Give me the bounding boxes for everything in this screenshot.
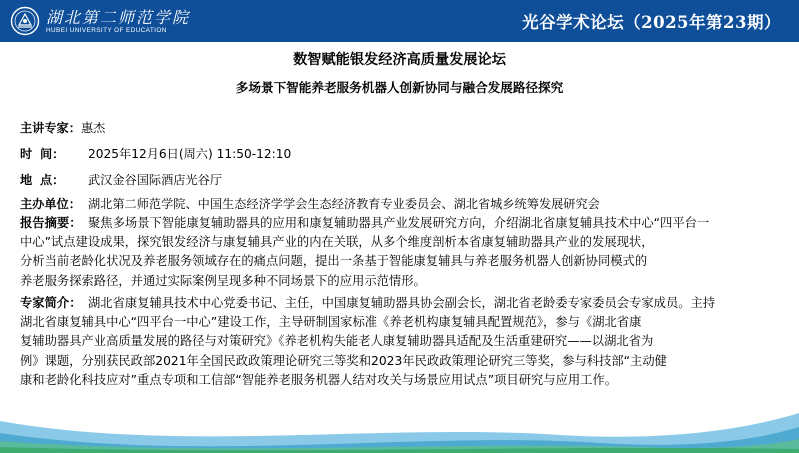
- abstract-line: 聚焦多场景下智能康复辅助器具的应用和康复辅助器具产业发展研究方向，介绍湖北省康复辅具技术中心“四平台一: [88, 216, 710, 230]
- abstract-label: 报告摘要：: [20, 216, 82, 230]
- bio-line: 例》课题，分别获民政部2021年全国民政政策理论研究三等奖和2023年民政政策理论研究三等奖，参与科技部“主动健: [20, 353, 667, 368]
- logo-english-name: HUBEI UNIVERSITY OF EDUCATION: [46, 26, 167, 34]
- sub-title: 多场景下智能养老服务机器人创新协同与融合发展路径探究: [235, 80, 564, 95]
- time-value: 2025年12月6日(周六) 11:50-12:10: [88, 147, 292, 161]
- host-value: 湖北第二师范学院、中国生态经济学学会生态经济教育专业委员会、湖北省城乡统筹发展研究会: [88, 197, 600, 211]
- logo-chinese-name: 湖北第二师范学院: [46, 7, 191, 27]
- header-bar: [0, 0, 799, 42]
- footer-wave-decoration: [0, 383, 799, 453]
- place-value: 武汉金谷国际酒店光谷厅: [88, 173, 223, 187]
- bio-line: 复辅助器具产业高质量发展的路径与对策研究》《养老机构失能老人康复辅助器具适配及生活重建研究——以湖北省为: [20, 334, 654, 349]
- university-emblem-icon: [10, 6, 40, 36]
- place-row: [20, 171, 222, 190]
- abstract-line: 养老服务探索路径，并通过实际案例呈现多种不同场景下的应用示范情形。: [20, 273, 426, 288]
- speaker-label: 主讲专家：: [20, 121, 81, 135]
- time-row: [20, 145, 291, 164]
- host-label: 主办单位：: [20, 197, 81, 211]
- bio-line: 湖北省康复辅具技术中心党委书记、主任，中国康复辅助器具协会副会长，湖北省老龄委专家委员会专家成员。主持: [88, 296, 716, 310]
- university-logo: [10, 4, 190, 38]
- bio-line: 康和老龄化科技应对”重点专项和工信部“智能养老服务机器人结对攻关与场景应用试点”项目研究与应用工作。: [20, 372, 618, 387]
- time-label-first: 时: [20, 147, 33, 161]
- abstract-line: 分析当前老龄化状况及养老服务领域存在的痛点问题，提出一条基于智能康复辅具与养老服务机器人创新协同模式的: [20, 254, 648, 269]
- time-label-second: 间：: [40, 147, 65, 161]
- speaker-row: [20, 119, 105, 138]
- speaker-value: 惠杰: [80, 121, 106, 135]
- bio-section: [20, 294, 785, 392]
- bio-line: 湖北省康复辅具中心“四平台一中心”建设工作，主导研制国家标准《养老机构康复辅具配置规范》，参与《湖北省康: [20, 315, 642, 330]
- host-row: [20, 195, 600, 214]
- place-label-second: 点：: [40, 173, 65, 187]
- forum-title: 光谷学术论坛（2025年第23期）: [522, 13, 781, 32]
- place-label-first: 地: [20, 173, 33, 187]
- bio-label: 专家简介：: [20, 296, 82, 310]
- abstract-line: 中心”试点建设成果，探究银发经济与康复辅具产业的内在关联，从多个维度剖析本省康复辅助器具产业的发展现状，: [20, 235, 654, 250]
- main-title: 数智赋能银发经济高质量发展论坛: [293, 52, 506, 68]
- abstract-section: [20, 214, 785, 292]
